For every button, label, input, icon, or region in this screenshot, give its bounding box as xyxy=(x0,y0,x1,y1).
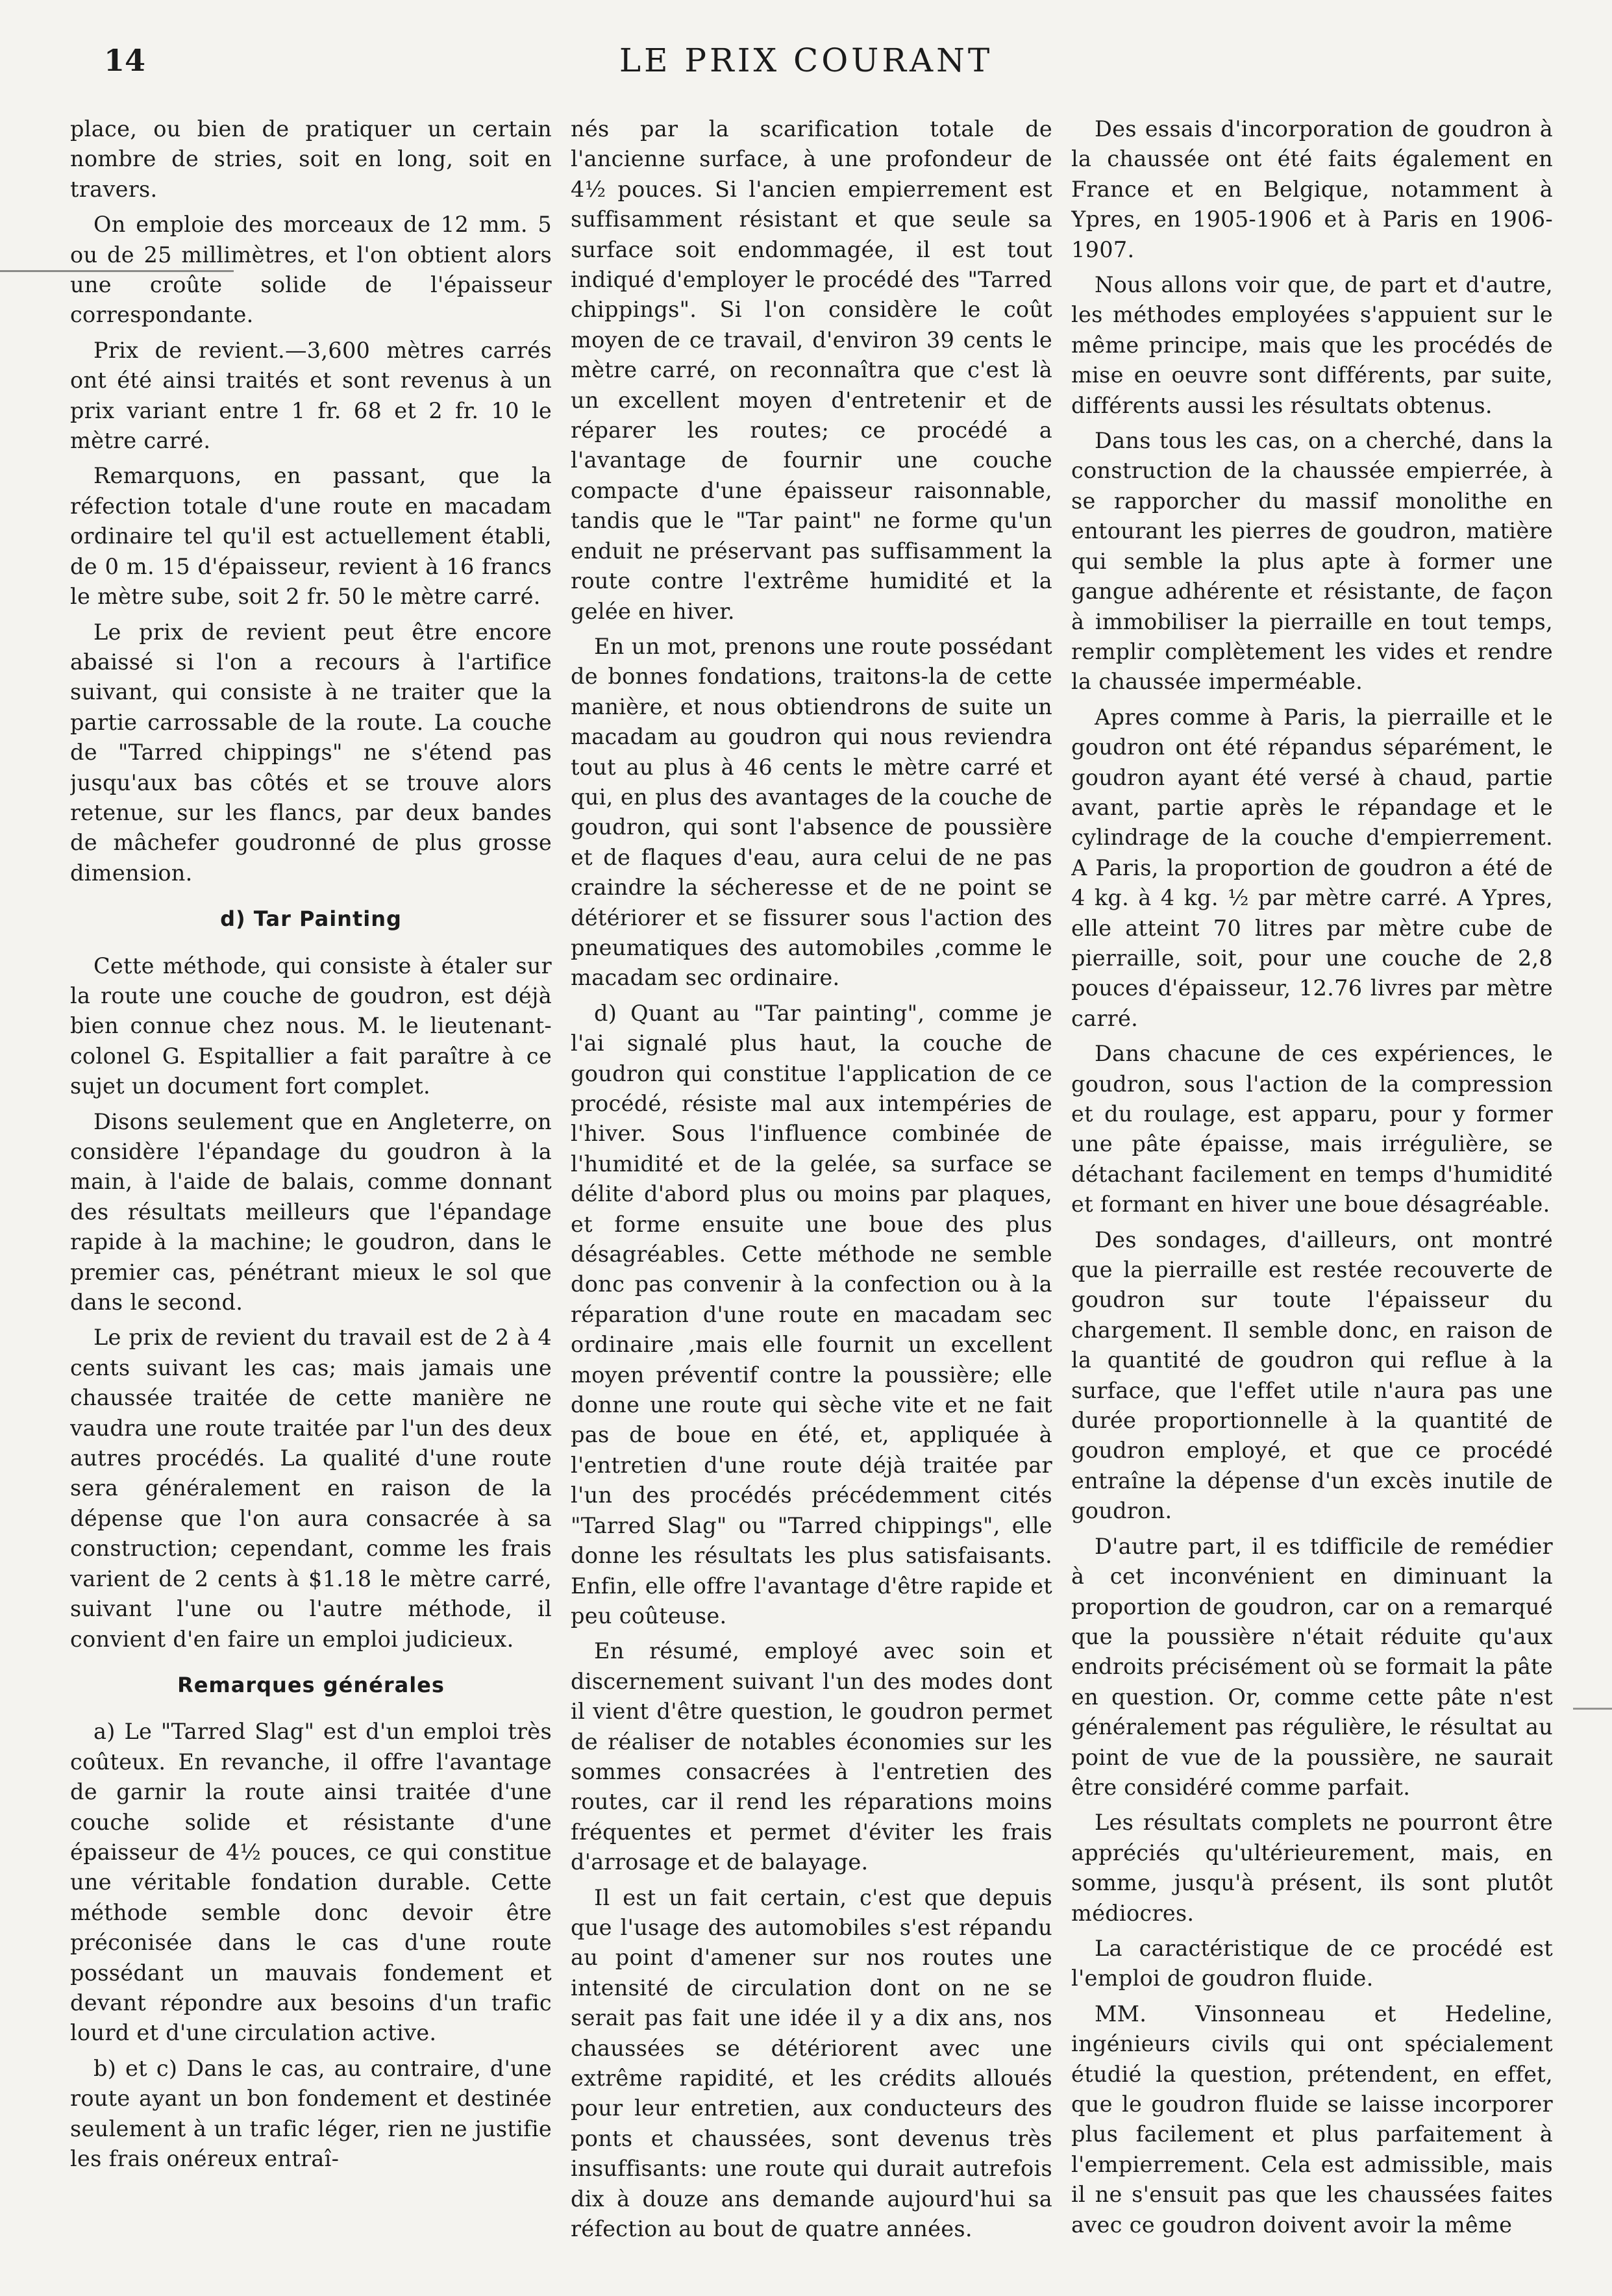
page-number: 14 xyxy=(104,43,146,78)
paragraph: Le prix de revient du travail est de 2 à 4 cents suivant les cas; mais jamais une chaussée traitée de cette manière ne vaudra une route traitée par l'un des deux autres procédés. La qualité d'une route sera généralement en raison de la dépense que l'on aura consacrée à sa construction; cependant, comme les frais varient de 2 cents à $1.18 le mètre carré, suivant l'une ou l'autre méthode, il convient d'en faire un emploi judicieux. xyxy=(70,1325,552,1652)
paragraph: En résumé, employé avec soin et discernement suivant l'un des modes dont il vient d'être question, le goudron permet de réaliser de notables économies sur les sommes consacrées à l'entretien des routes, car il rend les réparations moins fréquentes et permet d'éviter les frais d'arrosage et de balayage. xyxy=(571,1638,1052,1875)
paragraph: Disons seulement que en Angleterre, on considère l'épandage du goudron à la main, à l'aide de balais, comme donnant des résultats meilleurs que l'épandage rapide à la machine; le goudron, dans le premier cas, pénétrant mieux le sol que dans le second. xyxy=(70,1108,552,1316)
paragraph: La caractéristique de ce procédé est l'emploi de goudron fluide. xyxy=(1071,1935,1553,1991)
scan-fold-mark-right xyxy=(1573,1708,1612,1710)
paragraph: nés par la scarification totale de l'ancienne surface, à une profondeur de 4½ pouces. Si l'ancien empierrement est suffisamment résistant et que seule sa surface soit endommagée, il est tout indiqué d'employer le procédé des "Tarred chippings". Si l'on considère le coût moyen de ce travail, d'environ 39 cents le mètre carré, on reconnaîtra que c'est là un excellent moyen d'entretenir et de réparer les routes; ce procédé a l'avantage de fournir une couche compacte d'une épaisseur raisonnable, tandis que le "Tar paint" ne forme qu'un enduit ne préservant pas suffisamment la route contre l'extrême humidité et la gelée en hiver. xyxy=(571,116,1052,624)
paragraph: En un mot, prenons une route possédant de bonnes fondations, traitons-la de cette manière, et nous obtiendrons de suite un macadam au goudron qui nous reviendra tout au plus à 46 cents le mètre carré et qui, en plus des avantages de la couche de goudron, qui sont l'absence de poussière et de flaques d'eau, aura celui de ne pas craindre la sécheresse et de ne point se détériorer et se fissurer sous l'action des pneumatiques des automobiles ,comme le macadam sec ordinaire. xyxy=(571,633,1052,991)
paragraph: Remarquons, en passant, que la réfection totale d'une route en macadam ordinaire tel qu'il est actuellement établi, de 0 m. 15 d'épaisseur, revient à 16 francs le mètre sube, soit 2 fr. 50 le mètre carré. xyxy=(70,463,552,610)
column-middle xyxy=(571,114,1052,2277)
paragraph: Prix de revient.—3,600 mètres carrés ont été ainsi traités et sont revenus à un prix variant entre 1 fr. 68 et 2 fr. 10 le mètre carré. xyxy=(70,337,552,454)
article-columns xyxy=(70,114,1553,2277)
column-right xyxy=(1071,114,1553,2277)
paragraph: Des essais d'incorporation de goudron à la chaussée ont été faits également en France et en Belgique, notamment à Ypres, en 1905-1906 et à Paris en 1906-1907. xyxy=(1071,116,1553,262)
paragraph: On emploie des morceaux de 12 mm. 5 ou de 25 millimètres, et l'on obtient alors une croûte solide de l'épaisseur correspondante. xyxy=(70,212,552,328)
scan-fold-mark xyxy=(0,270,234,272)
paragraph: b) et c) Dans le cas, au contraire, d'une route ayant un bon fondement et destinée seulement à un trafic léger, rien ne justifie les frais onéreux entraî- xyxy=(70,2055,552,2171)
paragraph: D'autre part, il es tdifficile de remédier à cet inconvénient en diminuant la proportion de goudron, car on a remarqué que la poussière n'était réduite qu'aux endroits précisément où se formait la pâte en question. Or, comme cette pâte n'est généralement pas régulière, le résultat au point de vue de la poussière, ne saurait être considéré comme parfait. xyxy=(1071,1533,1553,1800)
paragraph: Cette méthode, qui consiste à étaler sur la route une couche de goudron, est déjà bien connue chez nous. M. le lieutenant-colonel G. Espitallier a fait paraître à ce sujet un document fort complet. xyxy=(70,953,552,1099)
paragraph: d) Quant au "Tar painting", comme je l'ai signalé plus haut, la couche de goudron qui constitue l'application de ce procédé, résiste mal aux intempéries de l'hiver. Sous l'influence combinée de l'humidité et de la gelée, sa surface se délite d'abord plus ou moins par plaques, et forme ensuite une boue des plus désagréables. Cette méthode ne semble donc pas convenir à la confection ou à la réparation d'une route en macadam sec ordinaire ,mais elle fournit un excellent moyen préventif contre la poussière; elle donne une route qui sèche vite et ne fait pas de boue en été, et, appliquée à l'entretien d'une route déjà traitée par l'un des procédés précédemment cités "Tarred Slag" ou "Tarred chippings", elle donne les résultats les plus satisfaisants. Enfin, elle offre l'avantage d'être rapide et peu coûteuse. xyxy=(571,1000,1052,1628)
running-title: LE PRIX COURANT xyxy=(619,42,993,79)
section-heading: Remarques générales xyxy=(177,1672,445,1697)
paragraph: Les résultats complets ne pourront être appréciés qu'ultérieurement, mais, en somme, jusqu'à présent, ils sont plutôt médiocres. xyxy=(1071,1810,1553,1926)
paragraph: place, ou bien de pratiquer un certain nombre de stries, soit en long, soit en travers. xyxy=(70,116,552,202)
paragraph: a) Le "Tarred Slag" est d'un emploi très coûteux. En revanche, il offre l'avantage de garnir la route ainsi traitée d'une couche solide et résistante d'une épaisseur de 4½ pouces, ce qui constitue une véritable fondation durable. Cette méthode semble donc devoir être préconisée dans le cas d'une route possédant un mauvais fondement et devant répondre aux besoins d'un trafic lourd et d'une circulation active. xyxy=(70,1719,552,2046)
paragraph: Des sondages, d'ailleurs, ont montré que la pierraille est restée recouverte de goudron sur toute l'épaisseur du chargement. Il semble donc, en raison de la quantité de goudron qui reflue à la surface, que l'effet utile n'aura pas une durée proportionnelle à la quantité de goudron employé, et que ce procédé entraîne la dépense d'un excès inutile de goudron. xyxy=(1071,1227,1553,1524)
paragraph: Il est un fait certain, c'est que depuis que l'usage des automobiles s'est répandu au point d'amener sur nos routes une intensité de circulation dont on ne se serait pas fait une idée il y a dix ans, nos chaussées se détériorent avec une extrême rapidité, et les crédits alloués pour leur entretien, aux conducteurs des ponts et chaussées, sont devenus très insuffisants: une route qui durait autrefois dix à douze ans demande aujourd'hui sa réfection au bout de quatre années. xyxy=(571,1884,1052,2242)
paragraph: MM. Vinsonneau et Hedeline, ingénieurs civils qui ont spécialement étudié la question, prétendent, en effet, que le goudron fluide se laisse incorporer plus facilement et plus parfaitement à l'empierrement. Cela est admissible, mais il ne s'ensuit pas que les chaussées faites avec ce goudron doivent avoir la même xyxy=(1071,2001,1553,2238)
paragraph: Le prix de revient peut être encore abaissé si l'on a recours à l'artifice suivant, qui consiste à ne traiter que la partie carrossable de la route. La couche de "Tarred chippings" ne s'étend pas jusqu'aux bas côtés et se trouve alors retenue, sur les flancs, par deux bandes de mâchefer goudronné de plus grosse dimension. xyxy=(70,619,552,886)
section-heading: d) Tar Painting xyxy=(220,906,402,932)
column-left xyxy=(70,114,552,2277)
paragraph: Apres comme à Paris, la pierraille et le goudron ont été répandus séparément, le goudron ayant été versé à chaud, partie avant, partie après le répandage et le cylindrage de la couche d'empierrement. A Paris, la proportion de goudron a été de 4 kg. à 4 kg. ½ par mètre carré. A Ypres, elle atteint 70 litres par mètre cube de pierraille, soit, pour une couche de 2,8 pouces d'épaisseur, 12.76 livres par mètre carré. xyxy=(1071,704,1553,1031)
paragraph: Dans tous les cas, on a cherché, dans la construction de la chaussée empierrée, à se rapporcher du massif monolithe en entourant les pierres de goudron, matière qui semble la plus apte à former une gangue adhérente et résistante, de façon à immobiliser la pierraille en tout temps, remplir complètement les vides et rendre la chaussée imperméable. xyxy=(1071,428,1553,695)
paragraph: Dans chacune de ces expériences, le goudron, sous l'action de la compression et du roulage, est apparu, pour y former une pâte épaisse, mais irrégulière, se détachant facilement en temps d'humidité et formant en hiver une boue désagréable. xyxy=(1071,1041,1553,1217)
paragraph: Nous allons voir que, de part et d'autre, les méthodes employées s'appuient sur le même principe, mais que les procédés de mise en oeuvre sont différents, par suite, différents aussi les résultats obtenus. xyxy=(1071,272,1553,418)
